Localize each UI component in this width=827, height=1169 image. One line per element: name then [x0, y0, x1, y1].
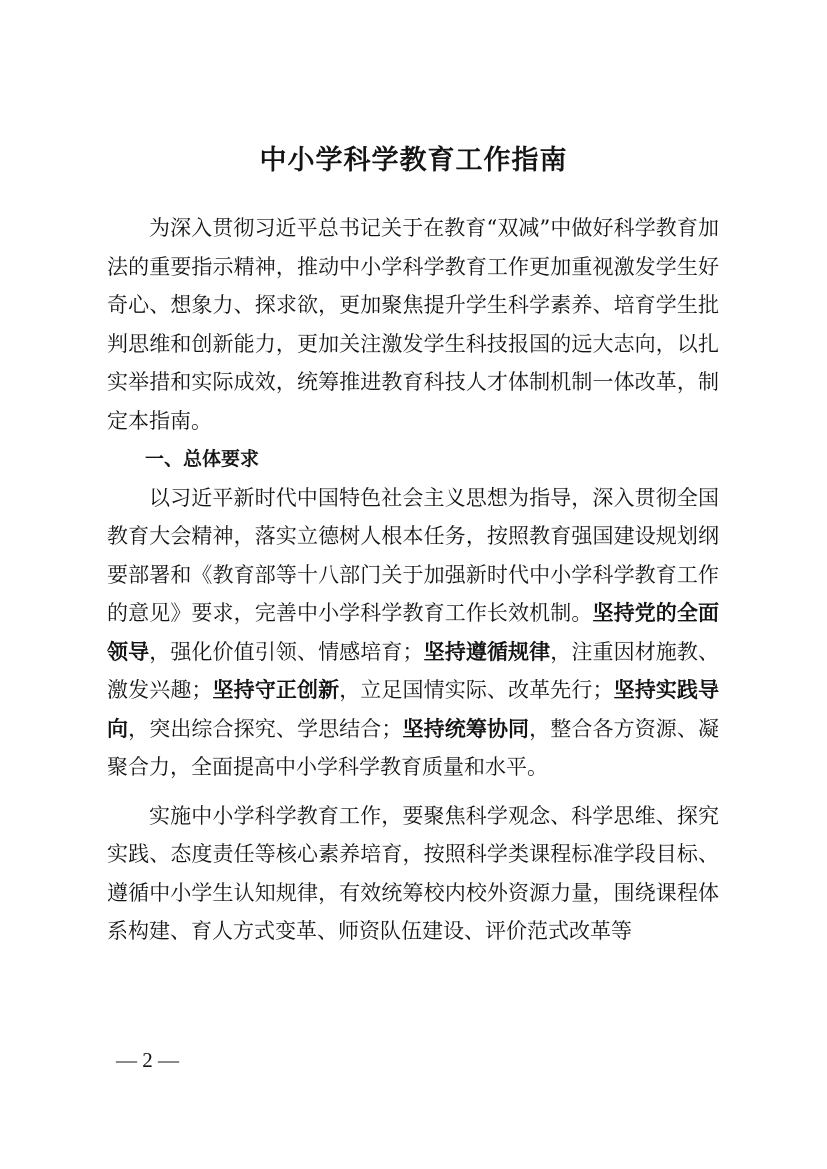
section-heading-general-requirements: 一、总体要求	[145, 448, 260, 470]
text-run: ，立足国情实际、改革先行；	[339, 678, 614, 702]
bold-phrase-practice-oriented: 坚持实践导向	[107, 678, 720, 741]
text-run: ，突出综合探究、学思结合；	[128, 716, 403, 741]
document-title: 中小学科学教育工作指南	[259, 145, 568, 176]
implementation-paragraph: 实施中小学科学教育工作，要聚焦科学观念、科学思维、探究实践、态度责任等核心素养培育，按照科学类课程标准学段目标、遵循中小学生认知规律，有效统筹校内校外资源力量，围绕课程体系构建、育人方式变革、师资队伍建设、评价范式改革等	[107, 803, 719, 943]
text-run: ，整合各方资源、凝聚合力，全面提高中小学科学教育质量和水平。	[107, 716, 720, 779]
document-body	[107, 209, 719, 951]
intro-paragraph: 为深入贯彻习近平总书记关于在教育“双减”中做好科学教育加法的重要指示精神，推动中小学科学教育工作更加重视激发学生好奇心、想象力、探求欲，更加聚焦提升学生科学素养、培育学生批判思维和创新能力，更加关注激发学生科技报国的远大志向，以扎实举措和实际成效，统筹推进教育科技人才体制机制一体改革，制定本指南。	[107, 216, 719, 433]
bold-phrase-party-leadership: 坚持党的全面领导	[107, 601, 720, 664]
page-number: — 2 —	[116, 1048, 179, 1072]
bold-phrase-follow-rules: 坚持遵循规律	[423, 639, 551, 664]
bold-phrase-coordination: 坚持统筹协同	[402, 716, 530, 741]
text-run: ，强化价值引领、情感培育；	[149, 639, 424, 664]
text-run: 以习近平新时代中国特色社会主义思想为指导，深入贯彻全国教育大会精神，落实立德树人根本任务，按照教育强国建设规划纲要部署和《教育部等十八部门关于加强新时代中小学科学教育工作的意见》要求，完善中小学科学教育工作长效机制。	[107, 485, 719, 625]
text-run: ，注重因材施教、激发兴趣；	[107, 639, 720, 702]
general-requirements-paragraph	[107, 479, 719, 787]
bold-phrase-innovation: 坚持守正创新	[212, 678, 340, 702]
